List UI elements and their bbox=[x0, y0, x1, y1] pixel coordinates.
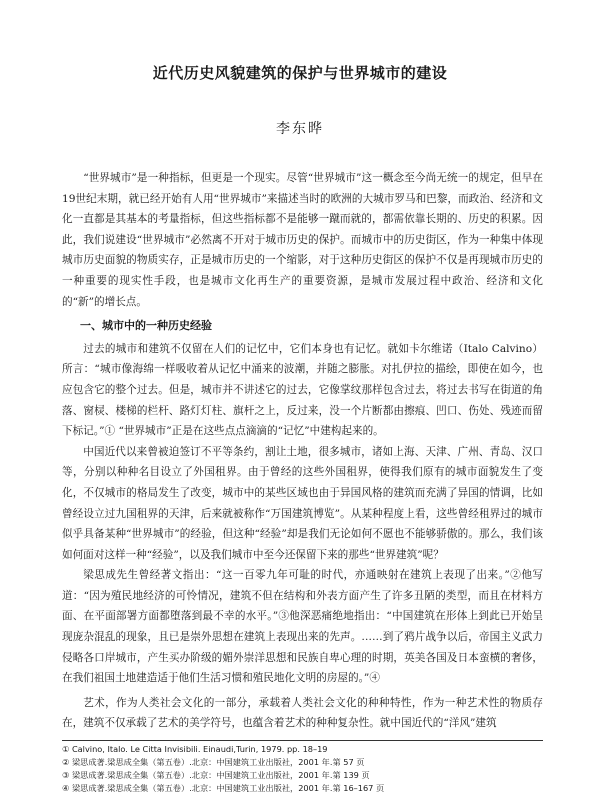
footnote-2: ② 梁思成著.梁思成全集（第五卷）.北京：中国建筑工业出版社，2001 年.第 57 页 bbox=[62, 757, 365, 767]
footnotes bbox=[62, 740, 543, 795]
paper-body bbox=[62, 168, 543, 734]
footnote-3: ③ 梁思成著.梁思成全集（第五卷）.北京：中国建筑工业出版社，2001 年.第 139 页 bbox=[62, 770, 370, 780]
section-heading-1: 一、城市中的一种历史经验 bbox=[80, 319, 212, 333]
footnote-4: ④ 梁思成著.梁思成全集（第五卷）.北京：中国建筑工业出版社，2001 年.第 16–167 页 bbox=[62, 783, 385, 793]
author-name: 李东晔 bbox=[276, 121, 324, 137]
paper-title: 近代历史风貌建筑的保护与世界城市的建设 bbox=[152, 64, 448, 82]
paragraph-3: 梁思成先生曾经著文指出：“这一百零九年可耻的时代，亦通映射在建筑上表现了出来。”②他写道：“因为殖民地经济的可怜情况，建筑不但在结构和外表方面产生了许多丑陋的类型，而且在材料方面、在平面部署方面都堕落到最不幸的水平。”③他深恶痛绝地指出：“中国建筑在形体上到此已开始呈现庞杂混乱的现象，且已是崇外思想在建筑上表现出来的先声。……到了鸦片战争以后，帝国主义武力侵略各口岸城市，产生买办阶级的媚外崇洋思想和民族自卑心理的时期，英美各国及日本蛮横的奢侈，在我们祖国土地建造适于他们生活习惯和殖民地化文明的房屋的。”④ bbox=[62, 569, 543, 685]
paragraph-2: 中国近代以来曾被迫签订不平等条约，割让土地，很多城市，诸如上海、天津、广州、青岛、汉口等，分别以种种名目设立了外国租界。由于曾经的这些外国租界，使得我们原有的城市面貌发生了变化，不仅城市的格局发生了改变，城市中的某些区域也由于异国风格的建筑而充满了异国的情调，比如曾经设立过九国租界的天津，后来就被称作“万国建筑博览”。从某种程度上看，这些曾经租界过的城市似乎具备某种“世界城市”的经验，但这种“经验”却是我们无论如何不愿也不能够骄傲的。那么，我们该如何面对这样一种“经验”，以及我们城市中至今还保留下来的那些“世界建筑”呢？ bbox=[62, 445, 543, 561]
footnote-1: ① Calvino, Italo. Le Citta Invisibili. Einaudi,Turin, 1979. pp. 18–19 bbox=[62, 744, 328, 754]
paragraph-1: 过去的城市和建筑不仅留在人们的记忆中，它们本身也有记忆。就如卡尔维诺（Italo Calvino）所言：“城市像海绵一样吸收着从记忆中涌来的波潮，并随之膨胀。对扎伊拉的描绘，即使在如今，也应包含它的整个过去。但是，城市并不讲述它的过去，它像掌纹那样包含过去，将过去书写在街道的角落、窗棂、楼梯的栏杆、路灯灯柱、旗杆之上，反过来，没一个片断都由擦痕、凹口、伤处、残迹而留下标记。”① “世界城市”正是在这些点点滴滴的“记忆”中建构起来的。 bbox=[62, 342, 543, 438]
intro-paragraph: “世界城市”是一种指标，但更是一个现实。尽管“世界城市”这一概念至今尚无统一的规定，但早在19世纪末期，就已经开始有人用“世界城市”来描述当时的欧洲的大城市罗马和巴黎，而政治、经济和文化一直都是其基本的考量指标，但这些指标都不是能够一蹴而就的，都需依靠长期的、历史的积累。因此，我们说建设“世界城市”必然离不开对于城市历史的保护。而城市中的历史街区，作为一种集中体现城市历史面貌的物质实存，正是城市历史的一个缩影，对于这种历史街区的保护不仅是再现城市历史的一种重要的现实性手段，也是城市文化再生产的重要资源，是城市发展过程中政治、经济和文化的“新”的增长点。 bbox=[62, 172, 543, 308]
paragraph-4: 艺术，作为人类社会文化的一部分，承载着人类社会文化的种种特性，作为一种艺术性的物质存在，建筑不仅承载了艺术的美学符号，也蕴含着艺术的种种复杂性。就中国近代的“洋风”建筑 bbox=[62, 696, 543, 730]
